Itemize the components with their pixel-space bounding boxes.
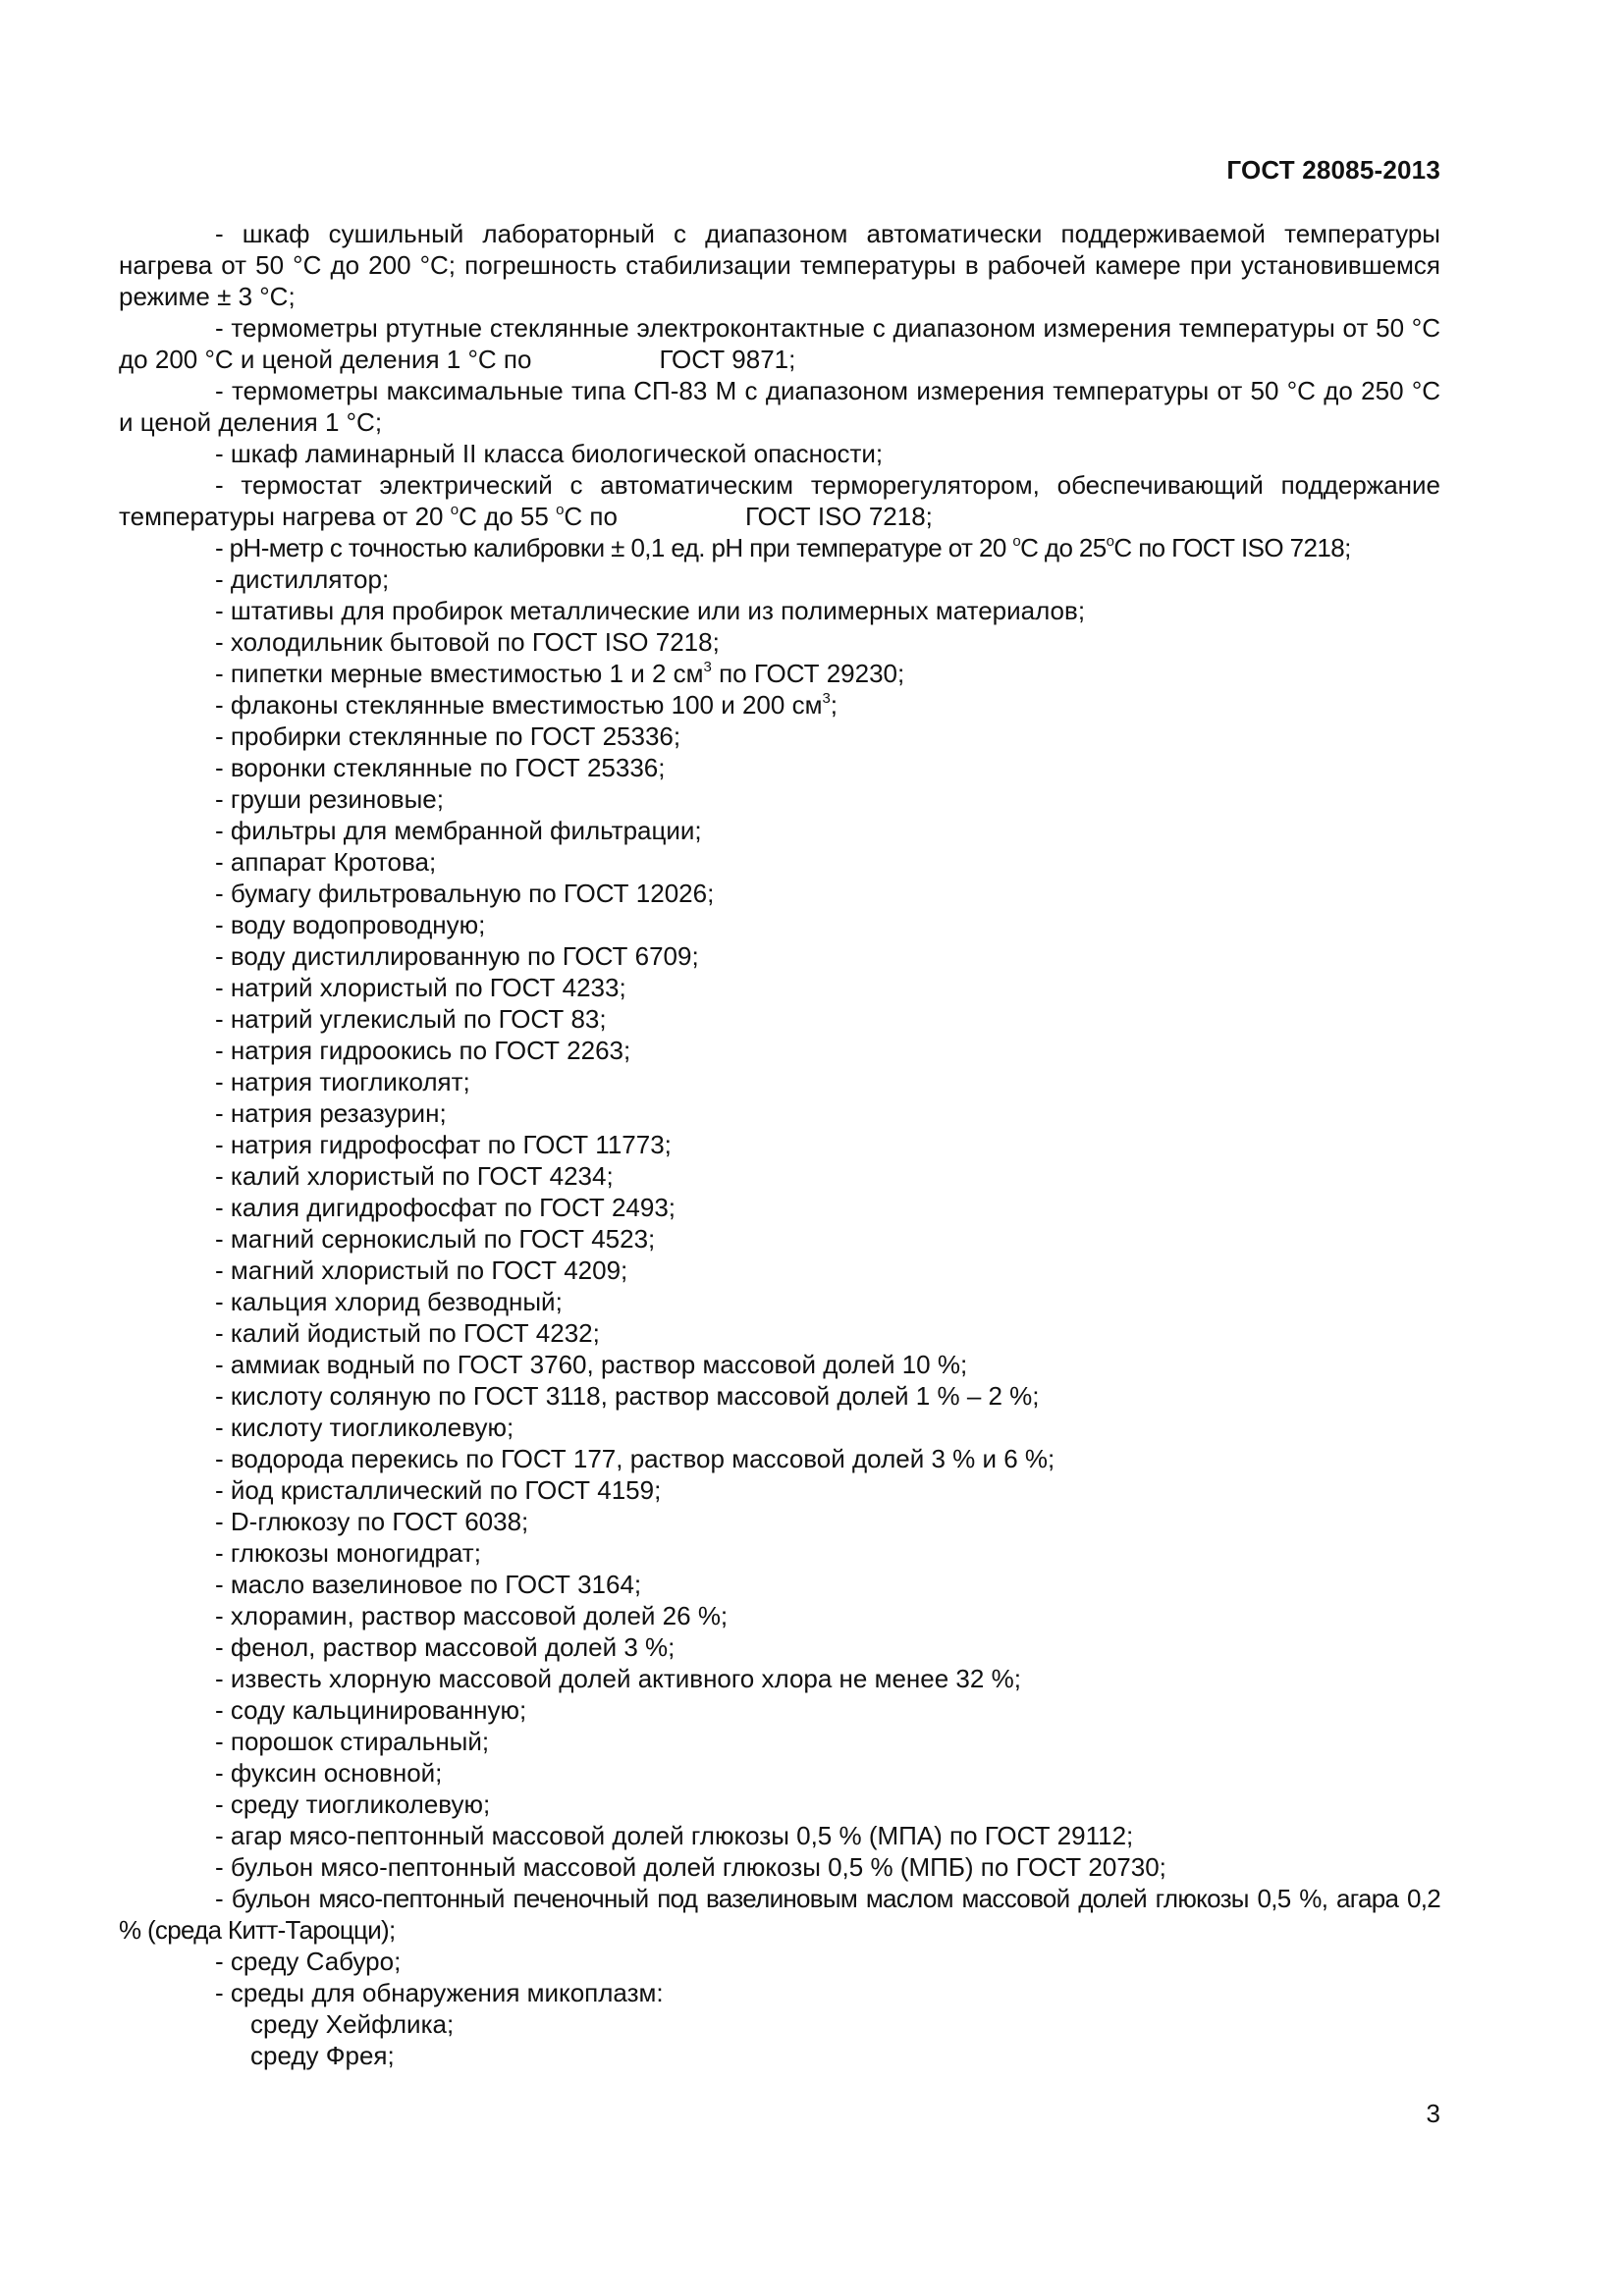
item-text: - магний сернокислый по ГОСТ 4523; (215, 1224, 656, 1254)
item-text: - магний хлористый по ГОСТ 4209; (215, 1255, 628, 1285)
list-item (119, 375, 1440, 438)
document-header: ГОСТ 28085-2013 (1226, 155, 1440, 185)
list-item (119, 689, 1440, 721)
cube-mark: 3 (822, 690, 831, 707)
list-item (119, 1474, 1440, 1506)
list-item (119, 1192, 1440, 1223)
item-text: - бульон мясо-пептонный массовой долей глюкозы 0,5 % (МПБ) по ГОСТ 20730; (215, 1852, 1166, 1882)
list-item (119, 815, 1440, 846)
list-item (119, 218, 1440, 312)
list-item (119, 1946, 1440, 1977)
item-text: - известь хлорную массовой долей активного хлора не менее 32 %; (215, 1664, 1021, 1693)
list-item (119, 1977, 1440, 2008)
list-item (119, 783, 1440, 815)
item-text: - калий йодистый по ГОСТ 4232; (215, 1318, 600, 1348)
list-item (119, 878, 1440, 909)
degree-mark: о (1012, 533, 1021, 550)
item-text: - натрия тиогликолят; (215, 1067, 470, 1096)
item-text: - бумагу фильтровальную по ГОСТ 12026; (215, 879, 715, 908)
item-text: - штативы для пробирок металлические или из полимерных материалов; (215, 596, 1086, 625)
item-text: - фуксин основной; (215, 1758, 443, 1788)
list-item (119, 752, 1440, 783)
sub-list-item (119, 2040, 1440, 2071)
list-item (119, 1223, 1440, 1255)
item-text: - аппарат Кротова; (215, 847, 437, 877)
list-item (119, 658, 1440, 689)
item-text: - глюкозы моногидрат; (215, 1538, 481, 1568)
list-item (119, 1003, 1440, 1035)
list-item (119, 1380, 1440, 1412)
item-text: - шкаф сушильный лабораторный с диапазоном автоматически поддерживаемой температуры нагрева от 50 °С до 200 °С; погрешность стабилизации температуры в рабочей камере при установившемся режиме ± 3 °С; (119, 219, 1440, 311)
list-item (119, 1317, 1440, 1349)
item-text: - кислоту соляную по ГОСТ 3118, раствор массовой долей 1 % – 2 %; (215, 1381, 1040, 1411)
item-text: - йод кристаллический по ГОСТ 4159; (215, 1475, 662, 1505)
item-text: - воду водопроводную; (215, 910, 486, 939)
list-item (119, 1066, 1440, 1097)
sub-list-item (119, 2008, 1440, 2040)
item-text: ГОСТ 9871; (659, 345, 796, 374)
list-item (119, 563, 1440, 595)
item-text: - груши резиновые; (215, 784, 444, 814)
list-item (119, 1035, 1440, 1066)
list-item (119, 1631, 1440, 1663)
item-text: - кальция хлорид безводный; (215, 1287, 563, 1316)
item-text: - воду дистиллированную по ГОСТ 6709; (215, 941, 699, 971)
item-text: - среду тиогликолевую; (215, 1789, 491, 1819)
item-text: - D-глюкозу по ГОСТ 6038; (215, 1507, 529, 1536)
list-item (119, 1820, 1440, 1851)
item-text: среду Хейфлика; (250, 2009, 455, 2039)
item-text: - аммиак водный по ГОСТ 3760, раствор массовой долей 10 %; (215, 1350, 968, 1379)
list-item (119, 312, 1440, 375)
list-item (119, 1789, 1440, 1820)
list-item (119, 1694, 1440, 1726)
list-item (119, 438, 1440, 469)
list-item (119, 846, 1440, 878)
list-item (119, 1883, 1440, 1946)
item-text: - пипетки мерные вместимостью 1 и 2 см (215, 659, 704, 688)
list-item (119, 1443, 1440, 1474)
item-text: - шкаф ламинарный II класса биологической опасности; (215, 439, 884, 468)
item-text: - пробирки стеклянные по ГОСТ 25336; (215, 721, 681, 751)
list-item (119, 972, 1440, 1003)
item-text: - натрия гидроокись по ГОСТ 2263; (215, 1036, 631, 1065)
list-item (119, 1129, 1440, 1160)
list-item (119, 1255, 1440, 1286)
item-text: среду Фрея; (250, 2041, 395, 2070)
item-text: - фенол, раствор массовой долей 3 %; (215, 1632, 676, 1662)
list-item (119, 532, 1440, 563)
item-text: - воронки стеклянные по ГОСТ 25336; (215, 753, 666, 782)
item-text: - натрия гидрофосфат по ГОСТ 11773; (215, 1130, 672, 1159)
item-text: - фильтры для мембранной фильтрации; (215, 816, 702, 845)
item-text: - натрий хлористый по ГОСТ 4233; (215, 973, 626, 1002)
list-item (119, 469, 1440, 532)
list-item (119, 1097, 1440, 1129)
item-text: - порошок стиральный; (215, 1727, 490, 1756)
list-item (119, 626, 1440, 658)
item-text: С до 25 (1020, 533, 1107, 562)
list-item (119, 1757, 1440, 1789)
degree-mark: о (1106, 533, 1114, 550)
item-text: ГОСТ ISO 7218; (744, 502, 933, 531)
cube-mark: 3 (703, 659, 712, 675)
item-text: - кислоту тиогликолевую; (215, 1413, 514, 1442)
item-text: - водорода перекись по ГОСТ 177, раствор массовой долей 3 % и 6 %; (215, 1444, 1055, 1473)
item-text: - флаконы стеклянные вместимостью 100 и 200 см (215, 690, 823, 720)
list-item (119, 1506, 1440, 1537)
degree-mark: о (450, 502, 460, 518)
item-text: - рН-метр с точностью калибровки ± 0,1 ед. рН при температуре от 20 (215, 533, 1006, 562)
list-item (119, 721, 1440, 752)
item-text: С по ГОСТ ISO 7218; (1113, 533, 1351, 562)
item-text: - натрий углекислый по ГОСТ 83; (215, 1004, 607, 1034)
list-item (119, 1286, 1440, 1317)
list-item (119, 1349, 1440, 1380)
degree-mark: о (556, 502, 565, 518)
item-text: - термостат электрический с автоматическим терморегулятором, обеспечивающий поддержание температуры нагрева от 20 (119, 470, 1440, 531)
list-item (119, 1537, 1440, 1569)
page-number: 3 (1426, 2099, 1440, 2128)
item-text: - термометры максимальные типа СП-83 М с диапазоном измерения температуры от 50 °С до 250 °С и ценой деления 1 °С; (119, 376, 1440, 437)
item-text: - бульон мясо-пептонный печеночный под вазелиновым маслом массовой долей глюкозы 0,5 %, агара 0,2 % (среда Китт-Тароцци); (119, 1884, 1440, 1945)
item-text: - среду Сабуро; (215, 1947, 402, 1976)
item-text: - соду кальцинированную; (215, 1695, 527, 1725)
list-item (119, 909, 1440, 940)
list-item (119, 1600, 1440, 1631)
item-text: - масло вазелиновое по ГОСТ 3164; (215, 1570, 642, 1599)
list-item (119, 1160, 1440, 1192)
item-text: по ГОСТ 29230; (711, 659, 905, 688)
item-text: - хлорамин, раствор массовой долей 26 %; (215, 1601, 729, 1630)
list-item (119, 940, 1440, 972)
item-text: - калия дигидрофосфат по ГОСТ 2493; (215, 1193, 676, 1222)
item-text: - дистиллятор; (215, 564, 390, 594)
item-text: ; (830, 690, 839, 720)
list-item (119, 1412, 1440, 1443)
document-body (119, 218, 1440, 2071)
item-text: С по (564, 502, 618, 531)
item-text: - среды для обнаружения микоплазм: (215, 1978, 664, 2007)
item-text: - холодильник бытовой по ГОСТ ISO 7218; (215, 627, 720, 657)
item-text: - натрия резазурин; (215, 1098, 447, 1128)
list-item (119, 1851, 1440, 1883)
list-item (119, 1569, 1440, 1600)
item-text: - термометры ртутные стеклянные электроконтактные с диапазоном измерения температуры от 50 °С до 200 °С и ценой деления 1 °С по (119, 313, 1440, 374)
item-text: С до 55 (459, 502, 549, 531)
list-item (119, 1663, 1440, 1694)
list-item (119, 1726, 1440, 1757)
item-text: - агар мясо-пептонный массовой долей глюкозы 0,5 % (МПА) по ГОСТ 29112; (215, 1821, 1134, 1850)
list-item (119, 595, 1440, 626)
item-text: - калий хлористый по ГОСТ 4234; (215, 1161, 614, 1191)
